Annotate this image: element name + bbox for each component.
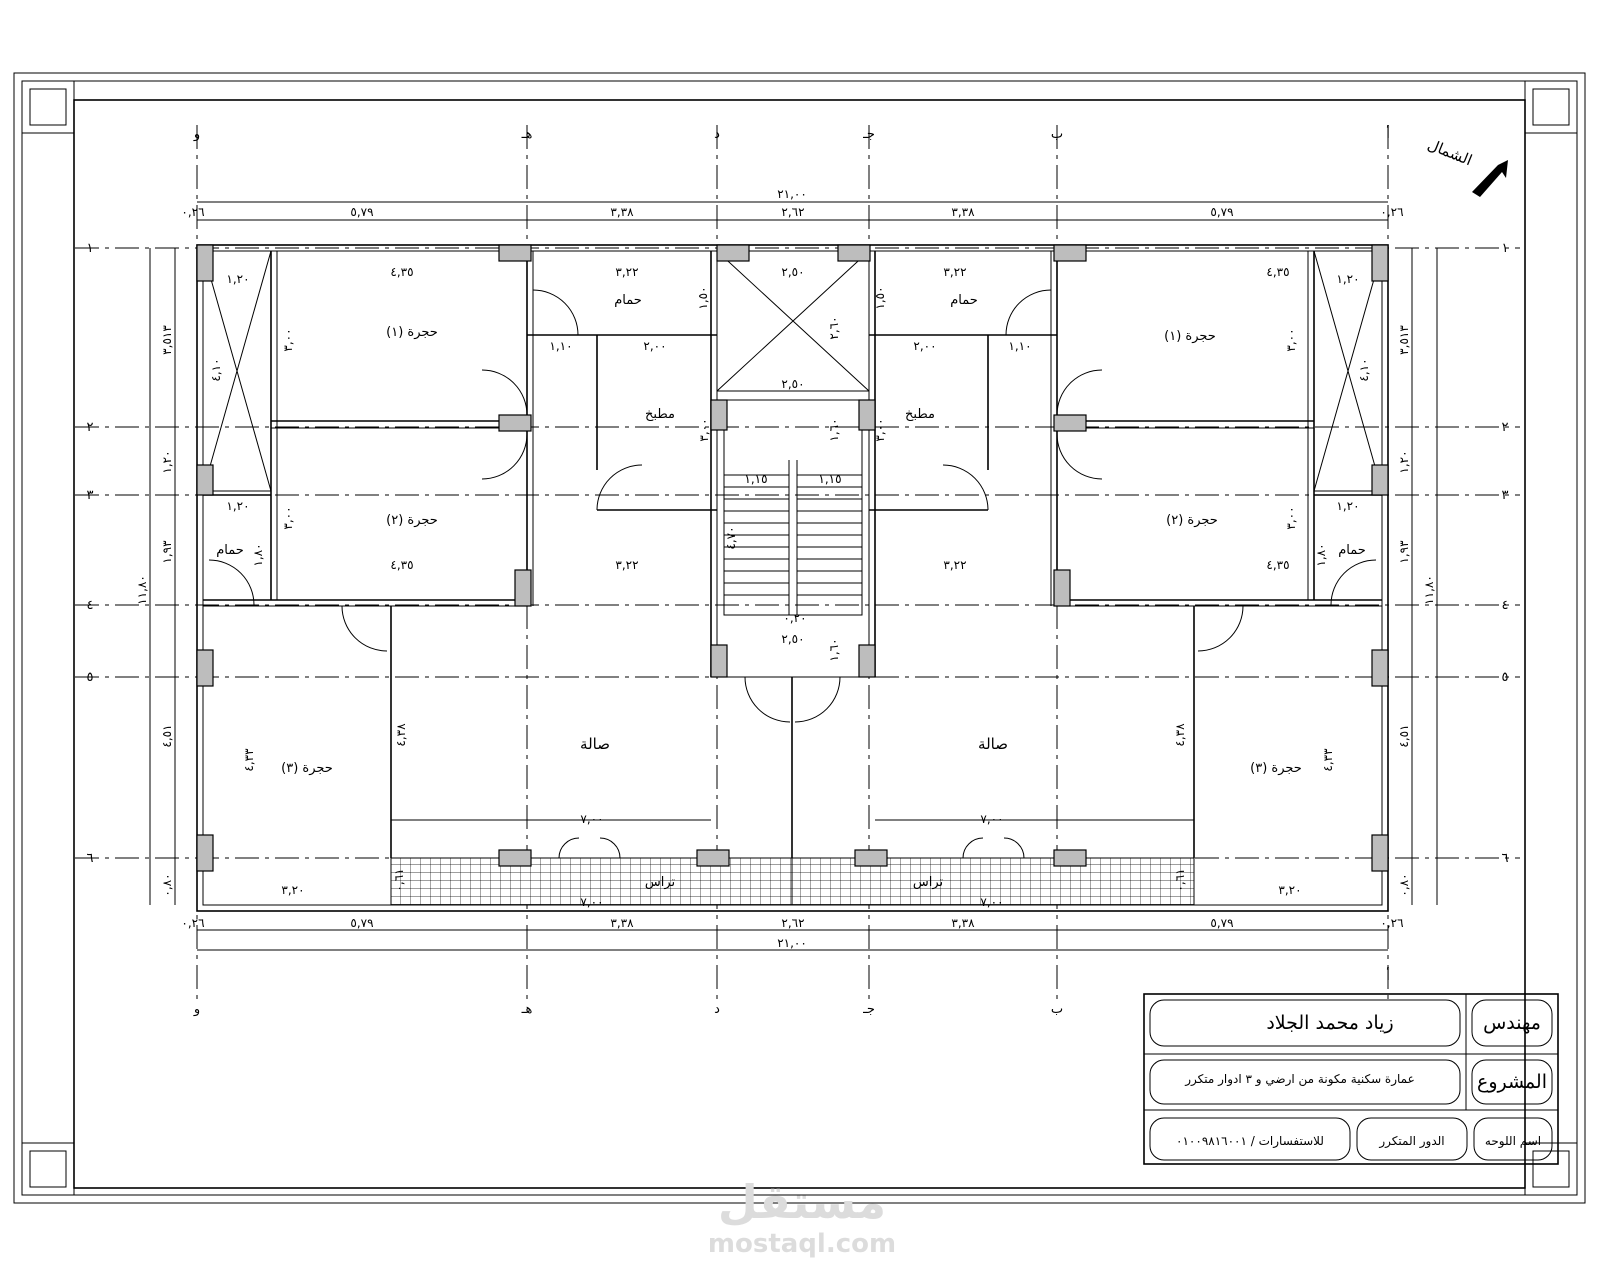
dim-300-f: ٣,٠٠ — [873, 418, 887, 442]
dim-322-a: ٣,٢٢ — [615, 265, 639, 279]
axis-label-j: جـ — [863, 127, 875, 142]
dim-150-b: ١,٥٠ — [873, 286, 887, 310]
project-label: المشروع — [1477, 1071, 1547, 1093]
room-label-bath-small-right: حمام — [1338, 543, 1366, 558]
dim-120-c: ١,٢٠ — [1336, 272, 1360, 286]
dim-edge-bottom-right: ٠,٢٦ — [1380, 916, 1404, 930]
dim-322-d: ٣,٢٢ — [943, 558, 967, 572]
staircase — [724, 400, 862, 615]
dim-top-2: ٣,٣٨ — [610, 205, 634, 219]
room-label-hall-left: صالة — [580, 735, 610, 753]
axis-label-a-bottom: أ — [1386, 969, 1390, 984]
axis-label-h: هـ — [521, 127, 533, 142]
dim-overall-bottom: ٢١,٠٠ — [777, 936, 807, 950]
dim-433-b: ٤,٣٣ — [1321, 748, 1335, 772]
watermark-arabic: مستقل — [717, 1175, 887, 1229]
dim-200-a: ٢,٠٠ — [643, 339, 667, 353]
room-label-bedroom-2-left: حجرة (٢) — [386, 513, 438, 528]
room-label-bedroom-3-left: حجرة (٣) — [281, 761, 333, 776]
axis-label-2: ٢ — [86, 420, 94, 435]
room-label-bedroom-2-right: حجرة (٢) — [1166, 513, 1218, 528]
project-name: عمارة سكنية مكونة من ارضي و ٣ ادوار متكرر — [1185, 1072, 1415, 1086]
dim-700-b: ٧,٠٠ — [980, 812, 1004, 826]
axis-label-2-right: ٢ — [1501, 420, 1509, 435]
dim-left-total: ١١,٨٠ — [135, 575, 149, 605]
dim-300-e: ٣,٠٠ — [697, 418, 711, 442]
dim-bottom-3: ٢,٦٢ — [781, 916, 805, 930]
dim-160-b: ١,٦٠ — [827, 638, 841, 662]
dim-right-part-4: ٤,٥١ — [1397, 724, 1411, 748]
title-block — [1144, 994, 1558, 1164]
walls — [197, 245, 1388, 911]
axis-label-5-right: ٥ — [1501, 670, 1509, 685]
shafts — [203, 251, 1382, 491]
dim-right-part-2: ١,٢٠ — [1397, 450, 1411, 474]
dim-250-a: ٢,٥٠ — [781, 265, 805, 279]
dim-700-d: ٧,٠٠ — [980, 895, 1004, 909]
room-label-bath-small-left: حمام — [216, 543, 244, 558]
dim-470: ٤,٧٠ — [724, 526, 738, 550]
axis-label-3: ٣ — [86, 488, 94, 503]
dim-020: ٠,٢٠ — [783, 611, 807, 625]
dim-edge-top-left: ٠,٢٦ — [181, 205, 205, 219]
dim-115-a: ١,١٥ — [744, 472, 768, 486]
dim-right-edge: ٠,٨٠ — [1397, 873, 1411, 897]
watermark — [708, 1175, 896, 1259]
dim-115-b: ١,١٥ — [818, 472, 842, 486]
sheet-name: الدور المتكرر — [1379, 1134, 1445, 1148]
dim-top-4: ٣,٣٨ — [951, 205, 975, 219]
dim-top-1: ٥,٧٩ — [350, 205, 374, 219]
dim-061-a: ٠,٦١ — [392, 868, 406, 892]
axis-label-d: د — [714, 127, 720, 142]
dim-300-b: ٣,٠٠ — [281, 506, 295, 530]
dim-433-a: ٤,٣٣ — [242, 748, 256, 772]
top-dimension-chains — [181, 187, 1403, 220]
dim-300-c: ٣,٠٠ — [1284, 328, 1298, 352]
dim-180-a: ١,٨٠ — [251, 543, 265, 567]
dim-120-d: ١,٢٠ — [1336, 499, 1360, 513]
dim-250-b: ٢,٥٠ — [781, 377, 805, 391]
dim-322-c: ٣,٢٢ — [943, 265, 967, 279]
engineer-label: مهندس — [1483, 1012, 1541, 1034]
engineer-name: زياد محمد الجلاد — [1266, 1012, 1394, 1034]
dim-left-part-3: ١,٩٣ — [160, 540, 174, 564]
dim-300-d: ٣,٠٠ — [1284, 506, 1298, 530]
room-label-bath-left: حمام — [614, 293, 642, 308]
axis-label-w-bottom: و — [193, 1002, 201, 1017]
dim-left-part-1: ٣,٥١٣ — [160, 325, 174, 355]
axis-label-5: ٥ — [86, 670, 94, 685]
bottom-dimension-chains — [181, 916, 1403, 950]
dim-260: ٢,٦٠ — [827, 316, 841, 340]
room-label-hall-right: صالة — [978, 735, 1008, 753]
axis-label-j-bottom: جـ — [863, 1002, 875, 1017]
axis-label-b-bottom: ب — [1050, 1002, 1064, 1017]
dim-bottom-4: ٣,٣٨ — [951, 916, 975, 930]
axis-label-w: و — [193, 127, 201, 142]
north-arrow — [1425, 135, 1508, 197]
dim-320-a: ٣,٢٠ — [281, 883, 305, 897]
dim-110-a: ١,١٠ — [549, 339, 573, 353]
dim-438-a: ٤,٣٨ — [394, 723, 408, 747]
dim-435-b: ٤,٣٥ — [390, 558, 414, 572]
dim-left-part-4: ٤,٥١ — [160, 724, 174, 748]
room-label-terrace-left: تراس — [644, 875, 676, 890]
axis-label-4-right: ٤ — [1501, 598, 1509, 613]
internal-dimensions — [209, 265, 1371, 909]
axis-label-4: ٤ — [86, 598, 94, 613]
dim-top-3: ٢,٦٢ — [781, 205, 805, 219]
side-dimension-chains — [135, 248, 1437, 905]
dim-435-a: ٤,٣٥ — [390, 265, 414, 279]
dim-435-d: ٤,٣٥ — [1266, 558, 1290, 572]
dim-150-a: ١,٥٠ — [696, 286, 710, 310]
dim-right-part-3: ١,٩٣ — [1397, 540, 1411, 564]
dim-120-a: ١,٢٠ — [226, 272, 250, 286]
axis-label-b: ب — [1050, 127, 1064, 142]
axis-label-d-bottom: د — [714, 1002, 720, 1017]
north-label: الشمال — [1425, 135, 1475, 170]
dim-edge-bottom-left: ٠,٢٦ — [181, 916, 205, 930]
axis-label-6-right: ٦ — [1501, 851, 1509, 866]
dim-160-a: ١,٦٠ — [827, 418, 841, 442]
dim-700-a: ٧,٠٠ — [580, 812, 604, 826]
dim-bottom-5: ٥,٧٩ — [1210, 916, 1234, 930]
room-label-bedroom-3-right: حجرة (٣) — [1250, 761, 1302, 776]
dim-right-total: ١١,٨٠ — [1422, 575, 1436, 605]
dim-200-b: ٢,٠٠ — [913, 339, 937, 353]
dim-410-b: ٤,١٠ — [1357, 358, 1371, 382]
room-label-terrace-right: تراس — [912, 875, 944, 890]
axis-label-3-right: ٣ — [1501, 488, 1509, 503]
axis-label-h-bottom: هـ — [521, 1002, 533, 1017]
dim-top-5: ٥,٧٩ — [1210, 205, 1234, 219]
dim-left-part-2: ١,٢٠ — [160, 450, 174, 474]
watermark-latin: mostaql.com — [707, 1229, 897, 1259]
dim-438-b: ٤,٣٨ — [1173, 723, 1187, 747]
dim-edge-top-right: ٠,٢٦ — [1380, 205, 1404, 219]
sheet-label: اسم اللوحه — [1484, 1134, 1542, 1148]
axis-label-1: ١ — [86, 241, 94, 256]
dim-322-b: ٣,٢٢ — [615, 558, 639, 572]
room-label-bedroom-1-right: حجرة (١) — [1164, 329, 1216, 344]
axis-label-1-right: ١ — [1501, 241, 1509, 256]
axis-label-6: ٦ — [86, 851, 94, 866]
dim-bottom-2: ٣,٣٨ — [610, 916, 634, 930]
dim-110-b: ١,١٠ — [1008, 339, 1032, 353]
dim-435-c: ٤,٣٥ — [1266, 265, 1290, 279]
room-label-kitchen-right: مطبخ — [905, 407, 935, 422]
dim-250-c: ٢,٥٠ — [781, 632, 805, 646]
dim-700-c: ٧,٠٠ — [580, 895, 604, 909]
dim-180-b: ١,٨٠ — [1314, 543, 1328, 567]
contact-info: للاستفسارات / ٠١٠٠٩٨١٦٠٠١ — [1176, 1134, 1324, 1148]
room-label-kitchen-left: مطبخ — [645, 407, 675, 422]
room-label-bedroom-1-left: حجرة (١) — [386, 325, 438, 340]
dim-061-b: ٠,٦١ — [1173, 868, 1187, 892]
dim-left-edge: ٠,٨٠ — [160, 873, 174, 897]
dim-overall-top: ٢١,٠٠ — [777, 187, 807, 201]
dim-right-part-1: ٣,٥١٣ — [1397, 325, 1411, 355]
dim-120-b: ١,٢٠ — [226, 499, 250, 513]
dim-300-a: ٣,٠٠ — [281, 328, 295, 352]
dim-320-b: ٣,٢٠ — [1278, 883, 1302, 897]
dim-410-a: ٤,١٠ — [209, 358, 223, 382]
dim-bottom-1: ٥,٧٩ — [350, 916, 374, 930]
room-label-bath-right: حمام — [950, 293, 978, 308]
axis-label-a: أ — [1386, 127, 1390, 142]
